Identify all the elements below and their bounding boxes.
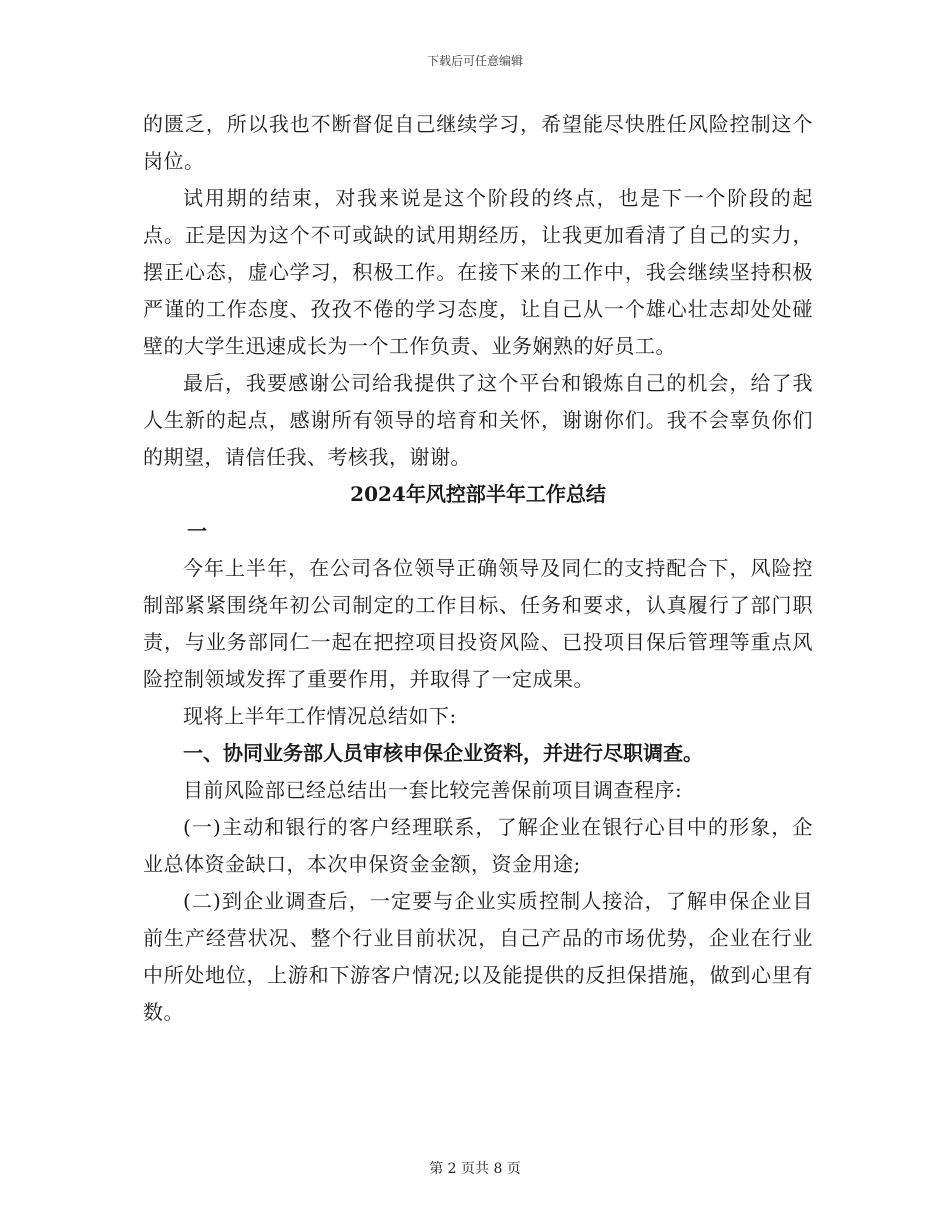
- section-number: 一: [187, 519, 207, 543]
- document-body: [143, 106, 813, 1031]
- paragraph-continuation: 的匮乏，所以我也不断督促自己继续学习，希望能尽快胜任风险控制这个岗位。: [143, 112, 813, 173]
- page-footer: 第 2 页共 8 页: [429, 1161, 521, 1177]
- section-heading-1: 一、协同业务部人员审核申保企业资料，并进行尽职调查。: [183, 741, 703, 765]
- paragraph-thanks: 最后，我要感谢公司给我提供了这个平台和锻炼自己的机会，给了我人生新的起点，感谢所有领导的培育和关怀，谢谢你们。我不会辜负你们的期望，请信任我、考核我，谢谢。: [143, 371, 813, 469]
- paragraph-step-1: (一)主动和银行的客户经理联系，了解企业在银行心目中的形象，企业总体资金缺口，本次申保资金金额，资金用途;: [143, 815, 813, 876]
- paragraph-step-2: (二)到企业调查后，一定要与企业实质控制人接洽，了解申保企业目前生产经营状况、整个行业目前状况，自己产品的市场优势，企业在行业中所处地位，上游和下游客户情况;以及能提供的反担保措施，做到心里有数。: [143, 889, 813, 1024]
- paragraph-procedure: 目前风险部已经总结出一套比较完善保前项目调查程序:: [183, 778, 683, 802]
- paragraph-probation-end: 试用期的结束，对我来说是这个阶段的终点，也是下一个阶段的起点。正是因为这个不可或缺的试用期经历，让我更加看清了自己的实力，摆正心态，虚心学习，积极工作。在接下来的工作中，我会继续坚持积极严谨的工作态度、孜孜不倦的学习态度，让自己从一个雄心壮志却处处碰壁的大学生迅速成长为一个工作负责、业务娴熟的好员工。: [143, 186, 813, 358]
- paragraph-summary-lead: 现将上半年工作情况总结如下:: [183, 704, 457, 728]
- page-header: 下载后可任意编辑: [426, 54, 523, 68]
- document-title: 2024年风控部半年工作总结: [350, 482, 606, 506]
- paragraph-intro: 今年上半年，在公司各位领导正确领导及同仁的支持配合下，风险控制部紧紧围绕年初公司制定的工作目标、任务和要求，认真履行了部门职责，与业务部同仁一起在把控项目投资风险、已投项目保后管理等重点风险控制领域发挥了重要作用，并取得了一定成果。: [143, 556, 813, 691]
